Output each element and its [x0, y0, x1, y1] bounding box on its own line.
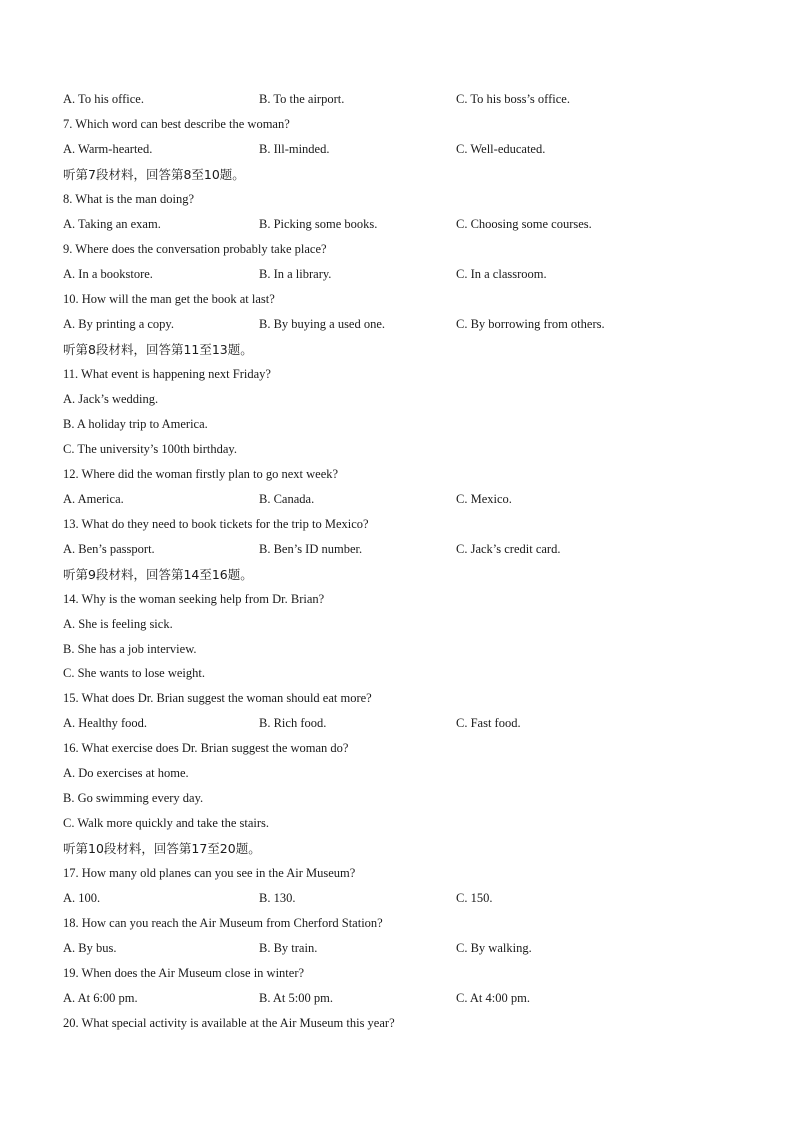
option-line: C. Walk more quickly and take the stairs. — [63, 816, 270, 830]
section-heading: 听第8段材料，回答第11至13题。 — [63, 342, 253, 357]
section-heading: 听第10段材料，回答第17至20题。 — [63, 841, 261, 856]
option-b: B. Ben’s ID number. — [259, 542, 363, 556]
question-text: 7. Which word can best describe the woman? — [63, 117, 290, 131]
option-a: A. In a bookstore. — [63, 267, 153, 281]
option-line: C. She wants to lose weight. — [63, 666, 206, 680]
option-line: A. Do exercises at home. — [63, 766, 189, 780]
option-line: B. She has a job interview. — [63, 642, 197, 656]
question-text: 18. How can you reach the Air Museum from Cherford Station? — [63, 916, 383, 930]
option-a: A. At 6:00 pm. — [63, 991, 138, 1005]
option-b: B. In a library. — [259, 267, 332, 281]
option-a: A. Warm-hearted. — [63, 142, 153, 156]
option-a: A. By printing a copy. — [63, 317, 174, 331]
section-heading: 听第9段材料，回答第14至16题。 — [63, 567, 253, 582]
option-a: A. Healthy food. — [63, 716, 148, 730]
option-line: C. The university’s 100th birthday. — [63, 442, 237, 456]
question-text: 11. What event is happening next Friday? — [63, 367, 271, 381]
option-b: B. Picking some books. — [259, 217, 378, 231]
option-b: B. To the airport. — [259, 92, 345, 106]
option-a: A. To his office. — [63, 92, 144, 106]
question-text: 13. What do they need to book tickets for the trip to Mexico? — [63, 517, 369, 531]
question-text: 19. When does the Air Museum close in winter? — [63, 966, 305, 980]
option-c: C. At 4:00 pm. — [456, 991, 530, 1005]
option-c: C. To his boss’s office. — [456, 92, 570, 106]
option-c: C. By borrowing from others. — [456, 317, 605, 331]
option-b: B. 130. — [259, 891, 296, 905]
option-c: C. Jack’s credit card. — [456, 542, 561, 556]
option-b: B. At 5:00 pm. — [259, 991, 333, 1005]
question-text: 12. Where did the woman firstly plan to go next week? — [63, 467, 339, 481]
option-line: B. Go swimming every day. — [63, 791, 204, 805]
option-c: C. Mexico. — [456, 492, 512, 506]
option-a: A. By bus. — [63, 941, 117, 955]
option-line: A. She is feeling sick. — [63, 617, 173, 631]
section-heading: 听第7段材料，回答第8至10题。 — [63, 167, 245, 182]
question-text: 16. What exercise does Dr. Brian suggest the woman do? — [63, 741, 349, 755]
question-text: 8. What is the man doing? — [63, 192, 194, 206]
option-c: C. By walking. — [456, 941, 532, 955]
option-c: C. In a classroom. — [456, 267, 547, 281]
option-line: A. Jack’s wedding. — [63, 392, 159, 406]
option-a: A. 100. — [63, 891, 101, 905]
option-a: A. Ben’s passport. — [63, 542, 155, 556]
option-b: B. Ill-minded. — [259, 142, 330, 156]
option-c: C. 150. — [456, 891, 493, 905]
question-text: 9. Where does the conversation probably take place? — [63, 242, 327, 256]
option-b: B. By train. — [259, 941, 318, 955]
option-a: A. Taking an exam. — [63, 217, 161, 231]
option-b: B. By buying a used one. — [259, 317, 386, 331]
question-text: 20. What special activity is available at the Air Museum this year? — [63, 1016, 395, 1030]
option-c: C. Choosing some courses. — [456, 217, 592, 231]
option-a: A. America. — [63, 492, 124, 506]
question-text: 14. Why is the woman seeking help from Dr. Brian? — [63, 592, 325, 606]
option-line: B. A holiday trip to America. — [63, 417, 208, 431]
question-text: 15. What does Dr. Brian suggest the woman should eat more? — [63, 691, 372, 705]
option-b: B. Canada. — [259, 492, 315, 506]
question-text: 17. How many old planes can you see in the Air Museum? — [63, 866, 356, 880]
option-c: C. Well-educated. — [456, 142, 546, 156]
option-b: B. Rich food. — [259, 716, 327, 730]
question-text: 10. How will the man get the book at last? — [63, 292, 275, 306]
option-c: C. Fast food. — [456, 716, 521, 730]
